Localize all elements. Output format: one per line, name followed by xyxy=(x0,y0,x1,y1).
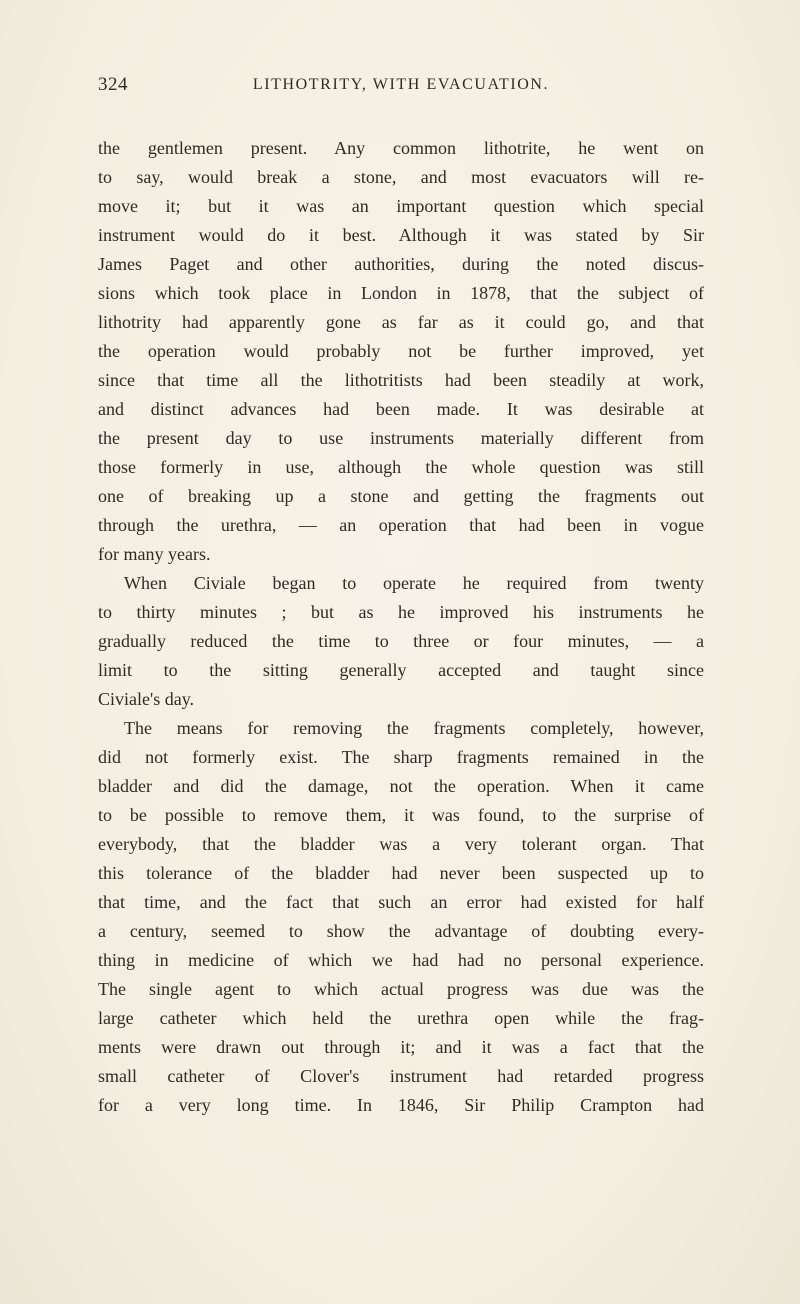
text-line: gradually reduced the time to three or four minutes, — a xyxy=(98,631,704,651)
page-header xyxy=(98,74,704,100)
text-line: instrument would do it best. Although it was stated by Sir xyxy=(98,225,704,245)
text-line: for a very long time. In 1846, Sir Philip Crampton had xyxy=(98,1095,704,1115)
text-line: that time, and the fact that such an error had existed for half xyxy=(98,892,704,912)
text-line: to be possible to remove them, it was found, to the surprise of xyxy=(98,805,704,825)
text-line: through the urethra, — an operation that had been in vogue xyxy=(98,515,704,535)
text-line: limit to the sitting generally accepted and taught since xyxy=(98,660,704,680)
text-line: When Civiale began to operate he required from twenty xyxy=(124,573,704,593)
text-line: and distinct advances had been made. It was desirable at xyxy=(98,399,704,419)
text-line: to say, would break a stone, and most evacuators will re- xyxy=(98,167,704,187)
text-line: this tolerance of the bladder had never been suspected up to xyxy=(98,863,704,883)
text-line: the operation would probably not be further improved, yet xyxy=(98,341,704,361)
text-line: the present day to use instruments materially different from xyxy=(98,428,704,448)
text-line: sions which took place in London in 1878, that the subject of xyxy=(98,283,704,303)
text-line: thing in medicine of which we had had no personal experience. xyxy=(98,950,704,970)
paragraph xyxy=(98,714,704,1120)
text-line: everybody, that the bladder was a very tolerant organ. That xyxy=(98,834,704,854)
text-line: did not formerly exist. The sharp fragments remained in the xyxy=(98,747,704,767)
text-line: ments were drawn out through it; and it was a fact that the xyxy=(98,1037,704,1057)
text-line: a century, seemed to show the advantage of doubting every- xyxy=(98,921,704,941)
text-line: those formerly in use, although the whole question was still xyxy=(98,457,704,477)
text-line: bladder and did the damage, not the operation. When it came xyxy=(98,776,704,796)
running-head: LITHOTRITY, WITH EVACUATION. xyxy=(252,76,550,93)
paragraph xyxy=(98,569,704,714)
text-line: move it; but it was an important question which special xyxy=(98,196,704,216)
text-line: Civiale's day. xyxy=(98,689,195,709)
text-line: one of breaking up a stone and getting the fragments out xyxy=(98,486,704,506)
paragraph xyxy=(98,134,704,569)
text-line: since that time all the lithotritists had been steadily at work, xyxy=(98,370,704,390)
text-line: to thirty minutes ; but as he improved his instruments he xyxy=(98,602,704,622)
book-page xyxy=(98,74,704,1120)
text-line: large catheter which held the urethra open while the frag- xyxy=(98,1008,704,1028)
text-line: The single agent to which actual progress was due was the xyxy=(98,979,704,999)
text-line: for many years. xyxy=(98,544,211,564)
text-line: the gentlemen present. Any common lithotrite, he went on xyxy=(98,138,704,158)
text-line: lithotrity had apparently gone as far as it could go, and that xyxy=(98,312,704,332)
text-line: The means for removing the fragments completely, however, xyxy=(124,718,704,738)
text-line: James Paget and other authorities, during the noted discus- xyxy=(98,254,704,274)
text-line: small catheter of Clover's instrument had retarded progress xyxy=(98,1066,704,1086)
page-number: 324 xyxy=(98,74,128,95)
text-block xyxy=(98,134,704,1120)
